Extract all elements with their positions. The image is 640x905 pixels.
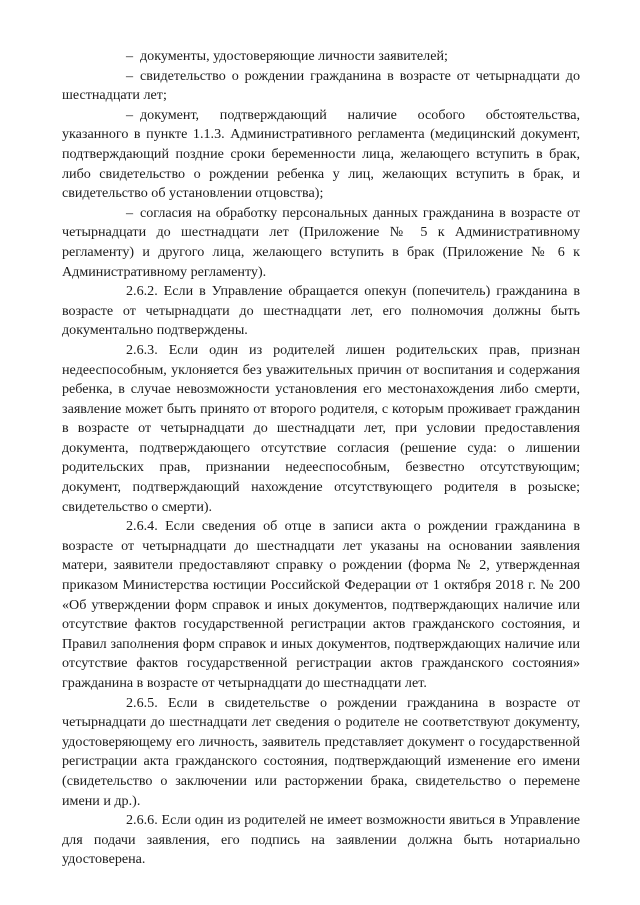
- paragraph-2-6-2: 2.6.2. Если в Управление обращается опекун (попечитель) гражданина в возрасте от четырнадцати до шестнадцати лет, его полномочия должны быть документально подтверждены.: [62, 283, 580, 339]
- list-item-text: документ, подтверждающий наличие особого обстоятельства, указанного в пункте 1.1.3. Административного регламента (медицинский документ, подтверждающий поздние сроки беременности лица, желающего вступить в брак, либо свидетельство о рождении ребенка у лиц, желающих вступить в брак, и свидетельство об установлении отцовства);: [62, 106, 580, 202]
- list-item-personal-data-consent: [62, 204, 580, 282]
- list-item-text: документы, удостоверяющие личности заявителей;: [140, 48, 448, 64]
- list-dash: –: [126, 204, 134, 221]
- paragraph-2-6-4: 2.6.4. Если сведения об отце в записи акта о рождении гражданина в возрасте от четырнадцати до шестнадцати лет указаны на основании заявления матери, заявители предоставляют справку о рождении (форма № 2, утвержденная приказом Министерства юстиции Российской Федерации от 1 октября 2018 г. № 200 «Об утверждении форм справок и иных документов, подтверждающих наличие или отсутствие фактов государственной регистрации актов гражданского состояния, и Правил заполнения форм справок и иных документов, подтверждающих наличие или отсутствие фактов государственной регистрации актов гражданского состояния» гражданина в возрасте от четырнадцати до шестнадцати лет.: [62, 518, 580, 691]
- list-item-identity-documents: [62, 47, 580, 67]
- list-dash: –: [126, 106, 134, 123]
- list-item-special-circumstance: [62, 106, 580, 204]
- list-item-text: согласия на обработку персональных данных гражданина в возрасте от четырнадцати до шестнадцати лет (Приложение № 5 к Административному регламенту) и другого лица, желающего вступить в брак (Приложение № 6 к Административному регламенту).: [62, 204, 580, 280]
- list-item-birth-certificate: [62, 67, 580, 106]
- paragraph-2-6-5: 2.6.5. Если в свидетельстве о рождении гражданина в возрасте от четырнадцати до шестнадцати лет сведения о родителе не соответствуют документу, удостоверяющему его личность, заявитель представляет документ о государственной регистрации акта гражданского состояния, подтверждающий изменение его имени (свидетельство о заключении или расторжении брака, свидетельство о перемене имени и др.).: [62, 694, 580, 809]
- list-dash: –: [126, 48, 134, 64]
- paragraph-2-6-6: 2.6.6. Если один из родителей не имеет возможности явиться в Управление для подачи заявления, его подпись на заявлении должна быть нотариально удостоверена.: [62, 812, 580, 868]
- paragraph-2-6-3: 2.6.3. Если один из родителей лишен родительских прав, признан недееспособным, уклоняется без уважительных причин от воспитания и содержания ребенка, в случае невозможности установления его местонахождения либо смерти, заявление может быть принято от второго родителя, с которым проживает гражданин в возрасте от четырнадцати до шестнадцати лет, при условии предоставления документа, подтверждающего отсутствие согласия (решение суда: о лишении родительских прав, признании недееспособным, безвестно отсутствующим; документ, подтверждающий нахождение отсутствующего родителя в розыске; свидетельство о смерти).: [62, 341, 580, 515]
- list-item-text: свидетельство о рождении гражданина в возрасте от четырнадцати до шестнадцати лет;: [62, 67, 580, 104]
- list-dash: –: [126, 67, 134, 84]
- document-body: [62, 47, 580, 870]
